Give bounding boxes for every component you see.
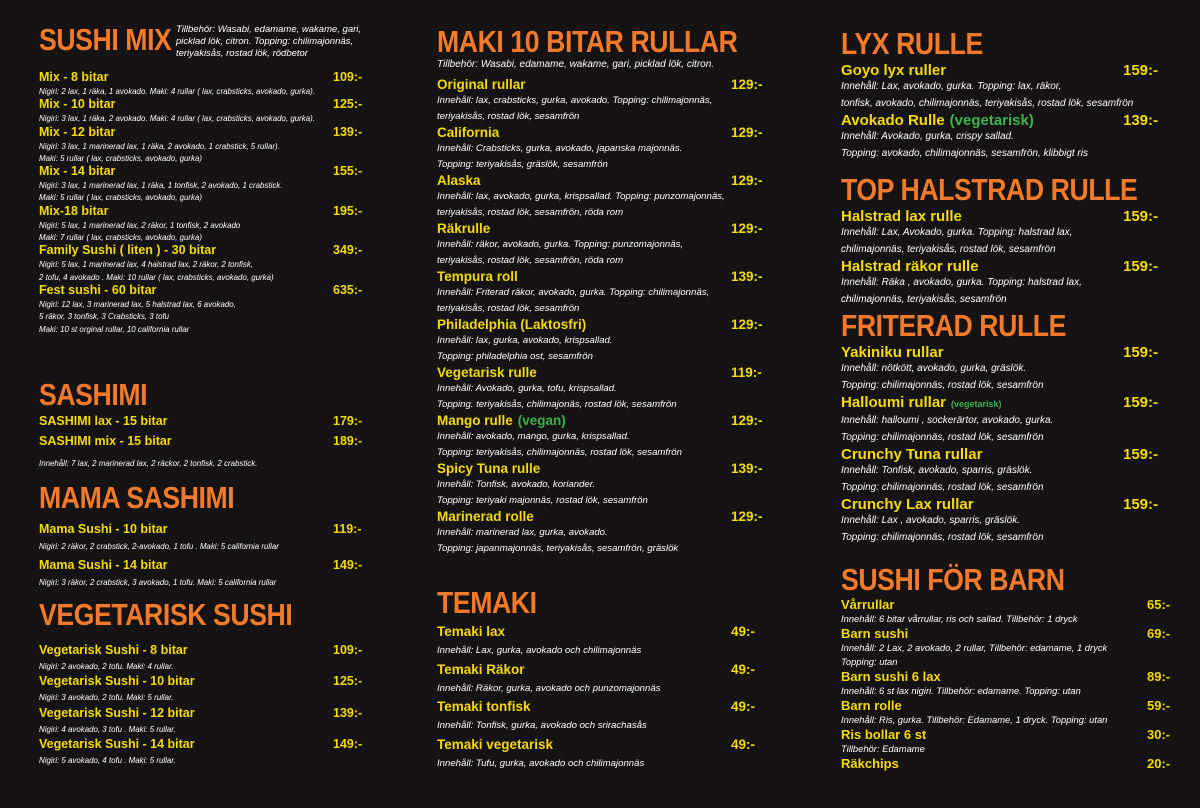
item-price: 139:- [333, 124, 363, 139]
menu-item[interactable] [437, 736, 777, 753]
menu-item[interactable] [39, 70, 379, 85]
item-name: Halloumi rullar [841, 394, 947, 411]
section-accessories: Tillbehör: Wasabi, edamame, wakame, gari, picklad lök, citron. Topping: chilimajonnäs, teriyakisås, rostad lök, rödbetor [175, 24, 362, 59]
item-description: Innehåll: Crabsticks, gurka, avokado, japanska majonnäs. [437, 143, 683, 154]
item-price: 129:- [731, 509, 763, 524]
item-price: 159:- [1123, 258, 1159, 275]
item-description: chilimajonnäs, teriyakisås, sesamfrön [841, 293, 1007, 305]
item-price: 149:- [333, 736, 363, 751]
menu-item[interactable] [437, 316, 777, 333]
item-description: Topping: chilimajonnäs, rostad lök, sesamfrön [841, 481, 1044, 493]
item-name-wrap [841, 344, 944, 361]
item-name: Temaki Räkor [437, 661, 525, 677]
item-price: 195:- [333, 203, 363, 218]
item-price: 159:- [1123, 496, 1159, 513]
item-name: Fest sushi - 60 bitar [39, 282, 157, 297]
item-description: Topping: utan [841, 656, 898, 667]
menu-item[interactable] [39, 522, 379, 537]
item-description: Innehåll: Tonfisk, avokado, sparris, gräslök. [841, 465, 1033, 476]
item-description: Topping: philadelphia ost, sesamfrön [437, 350, 593, 362]
item-description: Maki: 5 rullar ( lax, crabsticks, avokado, gurka) [39, 192, 203, 203]
item-price: 349:- [333, 243, 363, 258]
item-description: Maki: 7 rullar ( lax, crabsticks, avokado, gurka) [39, 232, 203, 243]
item-price: 635:- [333, 282, 363, 297]
section-accessories: Tillbehör: Wasabi, edamame, wakame, gari, picklad lök, citron. [437, 59, 715, 70]
section-top-halstrad-rulle [841, 172, 1181, 308]
item-name-wrap [841, 496, 974, 513]
menu-item[interactable] [841, 62, 1181, 79]
item-description: Nigiri: 12 lax, 3 marinerad lax, 5 halstrad lax, 6 avokado, [39, 298, 236, 309]
item-name: Vårrullar [841, 597, 895, 612]
item-list [841, 344, 1181, 546]
item-price: 179:- [333, 414, 363, 428]
item-description: Innehåll: 6 bitar vårrullar, ris och sallad. Tillbehör: 1 dryck [841, 613, 1078, 624]
item-name: Mix - 8 bitar [39, 70, 109, 84]
menu-item[interactable] [437, 364, 777, 381]
item-price: 129:- [731, 125, 763, 140]
item-price: 189:- [333, 434, 363, 448]
item-list [841, 598, 1181, 771]
menu-item[interactable] [841, 344, 1181, 361]
item-name: SASHIMI mix - 15 bitar [39, 434, 172, 448]
item-description: Innehåll: lax, crabsticks, gurka, avokado. Topping: chilimajonnäs, [437, 95, 713, 106]
item-name-wrap [841, 446, 982, 463]
item-list [437, 76, 777, 556]
item-description: Topping: japanmajonnäs, teriyakisås, sesamfrön, gräslök [437, 542, 679, 554]
menu-item[interactable] [841, 757, 1181, 771]
item-description: Topping: chilimajonnäs, rostad lök, sesamfrön [841, 531, 1044, 543]
item-name-wrap [841, 757, 899, 771]
item-name: Halstrad räkor rulle [841, 258, 979, 275]
item-description: Innehåll: Ris, gurka. Tillbehör: Edamame, 1 dryck. Topping: utan [841, 714, 1108, 725]
item-price: 149:- [333, 558, 363, 573]
item-description: Innehåll: Lax, gurka, avokado och chilimajonnäs [437, 645, 642, 656]
item-description: Topping: teriyakisås, gräslök, sesamfrön [437, 158, 608, 170]
item-name: Mango rulle [437, 413, 513, 428]
item-price: 49:- [731, 736, 756, 752]
item-name-wrap [39, 243, 216, 258]
item-name-wrap [39, 558, 168, 573]
item-description: Innehåll: Lax, avokado, gurka. Topping: lax, räkor, [841, 81, 1062, 92]
item-name: Family Sushi ( liten ) - 30 bitar [39, 243, 217, 258]
item-price: 125:- [333, 674, 363, 689]
menu-item[interactable] [437, 460, 777, 477]
item-name: Mix - 12 bitar [39, 124, 116, 139]
item-name: Crunchy Tuna rullar [841, 446, 983, 463]
item-price: 139:- [731, 269, 763, 284]
item-name-wrap [841, 627, 908, 641]
section-lyx-rulle [841, 26, 1181, 162]
menu-item[interactable] [841, 446, 1181, 463]
item-list [437, 623, 777, 771]
item-price: 139:- [1123, 112, 1159, 129]
item-name-wrap [39, 283, 156, 298]
item-price: 20:- [1147, 756, 1171, 771]
item-name: Barn sushi [841, 626, 909, 641]
item-name-wrap [841, 258, 979, 275]
item-name: Avokado Rulle [841, 112, 945, 129]
section-sushi-for-barn [841, 562, 1181, 771]
item-name-wrap [39, 643, 188, 658]
item-description: Innehåll: Lax , avokado, sparris, gräslök. [841, 515, 1020, 526]
item-name-wrap [437, 268, 518, 285]
item-description: Innehåll: Avokado, gurka, tofu, krispsallad. [437, 383, 617, 394]
section-vegetarisk-sushi [39, 597, 379, 766]
item-description: Topping: avokado, chilimajonnäs, sesamfrön, klibbigt ris [841, 147, 1088, 159]
section-maki [437, 24, 777, 556]
section-temaki [437, 585, 777, 771]
item-name: Tempura roll [437, 269, 518, 284]
menu-item[interactable] [39, 674, 379, 689]
item-name-wrap [39, 737, 195, 752]
item-price: 129:- [731, 77, 763, 92]
menu-item[interactable] [39, 414, 379, 429]
section-heading: FRITERAD RULLE [841, 308, 1067, 343]
item-description: Tillbehör: Edamame [841, 743, 925, 754]
item-description: Innehåll: Tufu, gurka, avokado och chilimajonnäs [437, 757, 645, 769]
item-description: Nigiri: 3 avokado, 2 tofu. Maki: 5 rullar. [39, 692, 174, 703]
section-sashimi [39, 377, 379, 469]
item-name: Barn rolle [841, 698, 902, 713]
item-price: 109:- [333, 70, 363, 84]
item-description: tonfisk, avokado, chilimajonnäs, teriyakisås, rostad lök, sesamfrön [841, 97, 1134, 109]
item-price: 159:- [1123, 394, 1159, 411]
item-name: Alaska [437, 173, 481, 188]
item-description: Topping: teriyaki majonnäs, rostad lök, sesamfrön [437, 494, 648, 506]
item-name-wrap [39, 125, 115, 140]
item-tag: (vegetarisk) [949, 112, 1034, 129]
item-name-wrap [841, 728, 926, 742]
item-description: Innehåll: lax, gurka, avokado, krispsallad. [437, 335, 613, 346]
item-list [39, 70, 379, 335]
item-name-wrap [437, 220, 490, 237]
item-name-wrap [437, 661, 525, 678]
section-heading: SASHIMI [39, 377, 148, 412]
menu-item[interactable] [39, 558, 379, 573]
item-list [39, 522, 379, 589]
item-description: Maki: 10 st orginal rullar, 10 california rullar [39, 323, 190, 334]
menu-item[interactable] [841, 112, 1181, 129]
item-name-wrap [437, 698, 531, 715]
menu-item[interactable] [437, 412, 777, 429]
item-price: 49:- [731, 624, 756, 639]
item-name: Vegetarisk Sushi - 14 bitar [39, 736, 195, 751]
item-name-wrap [437, 736, 553, 753]
item-name: Marinerad rolle [437, 509, 534, 524]
item-name: Mama Sushi - 10 bitar [39, 522, 168, 536]
item-description: Innehåll: Friterad räkor, avokado, gurka. Topping: chilimajonnäs, [437, 287, 710, 298]
item-name-wrap [841, 598, 894, 612]
item-price: 89:- [1147, 669, 1171, 684]
item-name: Mix-18 bitar [39, 203, 109, 218]
item-description: Innehåll: Tonfisk, gurka, avokado och srirachasås [437, 720, 647, 731]
menu-item[interactable] [39, 283, 379, 298]
item-name: Ris bollar 6 st [841, 727, 927, 742]
item-name: Temaki lax [437, 624, 506, 639]
item-price: 155:- [333, 164, 363, 179]
section-heading: SUSHI MIX [39, 22, 172, 57]
item-name-wrap [437, 460, 540, 477]
item-price: 119:- [333, 522, 362, 536]
item-list [39, 414, 379, 469]
item-name: Original rullar [437, 77, 526, 92]
menu-item[interactable] [39, 243, 379, 258]
item-description: Innehåll: räkor, avokado, gurka. Topping: punzomajonnäs, [437, 239, 684, 250]
item-description: Innehåll: halloumi , sockerärtor, avokado, gurka. [841, 415, 1054, 426]
item-name: Mix - 14 bitar [39, 164, 116, 179]
item-name: Vegetarisk Sushi - 8 bitar [39, 643, 188, 657]
item-description: Innehåll: avokado, mango, gurka, krispsallad. [437, 431, 630, 442]
menu-item[interactable] [841, 699, 1181, 713]
item-name-wrap [39, 204, 108, 219]
item-name-wrap [841, 394, 1002, 413]
item-description: Innehåll: lax, avokado, gurka, krispsallad. Topping: punzomajonnäs, [437, 191, 725, 202]
item-description: Topping: chilimajonnäs, rostad lök, sesamfrön [841, 379, 1044, 391]
section-heading: TEMAKI [437, 585, 537, 620]
item-description: Nigiri: 5 lax, 1 marinerad lax, 2 räkor, 1 tonfisk, 2 avokado [39, 219, 241, 230]
item-description: Innehåll: 2 Lax, 2 avokado, 2 rullar, Tillbehör: edamame, 1 dryck [841, 642, 1108, 653]
menu-item[interactable] [39, 125, 379, 140]
item-name: Crunchy Lax rullar [841, 496, 974, 513]
item-list [39, 643, 379, 766]
item-name: California [437, 125, 500, 140]
menu-item[interactable] [841, 728, 1181, 742]
menu-item[interactable] [39, 434, 379, 449]
menu-item[interactable] [841, 627, 1181, 641]
menu-item[interactable] [841, 670, 1181, 684]
menu-item[interactable] [437, 508, 777, 525]
item-name: Mix - 10 bitar [39, 97, 116, 112]
item-name: Barn sushi 6 lax [841, 669, 941, 684]
item-name: Temaki tonfisk [437, 699, 531, 714]
item-description: Innehåll: marinerad lax, gurka, avokado. [437, 527, 608, 538]
item-name: Yakiniku rullar [841, 344, 944, 361]
item-name: Halstrad lax rulle [841, 208, 962, 225]
item-name: Temaki vegetarisk [437, 736, 554, 752]
menu-item[interactable] [39, 97, 379, 112]
item-description: Topping: teriyakisås, chilimajonnäs, rostad lök, sesamfrön [437, 446, 682, 458]
item-price: 65:- [1147, 597, 1171, 612]
item-name: Vegetarisk rulle [437, 365, 537, 380]
item-description: Nigiri: 4 avokado, 3 tofu . Maki: 5 rullar. [39, 723, 176, 734]
item-description: Nigiri: 5 lax, 1 marinerad lax, 4 halstrad lax, 2 räkor, 2 tonfisk, [39, 259, 254, 270]
item-price: 159:- [1123, 208, 1159, 225]
item-description: Nigiri: 2 lax, 1 räka, 1 avokado. Maki: 4 rullar ( lax, crabsticks, avokado, gurka). [39, 86, 315, 96]
item-description: chilimajonnäs, teriyakisås, rostad lök, sesamfrön [841, 243, 1056, 255]
item-list [841, 208, 1181, 308]
item-name-wrap [841, 112, 1034, 129]
item-name: Philadelphia (Laktosfri) [437, 317, 587, 332]
menu-item[interactable] [39, 737, 379, 752]
menu-item[interactable] [437, 623, 777, 640]
item-list [841, 62, 1181, 162]
item-description: Topping. teriyakisås, chilimajonäs, rostad lök, sesamfrön [437, 398, 677, 410]
item-price: 139:- [333, 705, 363, 720]
item-price: 109:- [333, 643, 363, 657]
item-description: Innehåll: nötkött, avokado, gurka, gräslök. [841, 363, 1027, 374]
item-name-wrap [841, 208, 962, 225]
menu-item[interactable] [39, 643, 379, 658]
item-name-wrap [437, 412, 566, 429]
menu-item[interactable] [437, 124, 777, 141]
item-name-wrap [437, 76, 526, 93]
item-name-wrap [841, 62, 946, 79]
item-description: Nigiri: 3 lax, 1 räka, 2 avokado. Maki: 4 rullar ( lax, crabsticks, avokado, gurka). [39, 113, 315, 124]
item-name-wrap [437, 316, 586, 333]
item-description: Innehåll: 7 lax, 2 marinerad lax, 2 räckor, 2 tonfisk, 2 crabstick. [39, 458, 258, 468]
item-name-wrap [39, 70, 108, 85]
menu-item[interactable] [39, 164, 379, 179]
item-price: 49:- [731, 661, 756, 677]
item-name-wrap [437, 623, 505, 640]
section-sushi-mix [39, 22, 379, 335]
item-description: Maki: 5 rullar ( lax, crabsticks, avokado, gurka) [39, 152, 203, 163]
item-price: 129:- [731, 317, 763, 332]
item-description: Innehåll: Avokado, gurka, crispy sallad. [841, 131, 1014, 142]
item-description: Nigiri: 3 räkor, 2 crabstick, 3 avokado, 1 tofu. Maki: 5 california rullar [39, 577, 277, 588]
item-description: Nigiri: 2 räkor, 2 crabstick, 2-avokado, 1 tofu . Maki: 5 california rullar [39, 541, 279, 551]
item-price: 125:- [333, 97, 363, 112]
item-name-wrap [841, 699, 902, 713]
item-description: 5 räkor, 3 tonfisk, 3 Crabsticks, 3 tofu [39, 311, 170, 322]
section-heading: VEGETARISK SUSHI [39, 597, 293, 632]
item-price: 30:- [1147, 727, 1171, 742]
item-description: Innehåll: Räka , avokado, gurka. Topping: halstrad lax, [841, 277, 1082, 288]
item-price: 129:- [731, 413, 763, 428]
menu-item[interactable] [437, 220, 777, 237]
item-name-wrap [39, 674, 195, 689]
item-price: 139:- [731, 461, 763, 476]
menu-item[interactable] [841, 598, 1181, 612]
item-description: Innehåll: Tonfisk, avokado, koriander. [437, 479, 596, 490]
item-price: 159:- [1123, 446, 1159, 463]
menu-item[interactable] [841, 496, 1181, 513]
item-description: teriyakisås, rostad lök, sesamfrön, röda rom [437, 206, 624, 218]
item-description: teriyakisås, rostad lök, sesamfrön [437, 302, 580, 314]
menu-item[interactable] [841, 208, 1181, 225]
item-description: 2 tofu, 4 avokado . Maki: 10 rullar ( lax, crabsticks, avokado, gurka) [39, 271, 274, 282]
section-heading: LYX RULLE [841, 26, 983, 61]
menu-item[interactable] [841, 394, 1181, 413]
item-name: Räkrulle [437, 221, 491, 236]
item-name: Mama Sushi - 14 bitar [39, 558, 168, 573]
item-name: Räkchips [841, 756, 899, 771]
item-tag: (vegan) [517, 413, 566, 428]
item-price: 49:- [731, 699, 756, 714]
item-description: Innehåll: Lax, Avokado, gurka. Topping: halstrad lax, [841, 227, 1073, 238]
item-description: Nigiri: 5 avokado, 4 tofu . Maki: 5 rullar. [39, 754, 176, 765]
section-heading: TOP HALSTRAD RULLE [841, 172, 1138, 207]
item-price: 59:- [1147, 698, 1171, 713]
item-name: Spicy Tuna rulle [437, 461, 541, 476]
item-name-wrap [437, 508, 534, 525]
item-name-wrap [437, 124, 499, 141]
item-description: Innehåll: Räkor, gurka, avokado och punzomajonnäs [437, 682, 661, 694]
item-name: SASHIMI lax - 15 bitar [39, 414, 168, 428]
menu-item[interactable] [841, 258, 1181, 275]
item-description: teriyakisås, rostad lök, sesamfrön, röda rom [437, 254, 624, 266]
section-heading: MAKI 10 BITAR RULLAR [437, 24, 738, 59]
item-price: 129:- [731, 173, 763, 188]
item-price: 119:- [731, 365, 762, 380]
menu-item[interactable] [437, 268, 777, 285]
item-tag: (vegetarisk) [951, 399, 1002, 409]
item-name-wrap [39, 97, 115, 112]
menu-item[interactable] [39, 706, 379, 721]
menu-item[interactable] [437, 661, 777, 678]
menu-item[interactable] [39, 204, 379, 219]
item-description: Topping: chilimajonnäs, rostad lök, sesamfrön [841, 431, 1044, 443]
item-name-wrap [39, 706, 195, 721]
item-price: 69:- [1147, 626, 1171, 641]
item-price: 159:- [1123, 62, 1159, 79]
item-name: Vegetarisk Sushi - 10 bitar [39, 674, 195, 689]
item-price: 159:- [1123, 344, 1159, 361]
item-name-wrap [437, 364, 537, 381]
menu-item[interactable] [437, 698, 777, 715]
section-mama-sashimi [39, 480, 379, 589]
menu-item[interactable] [437, 172, 777, 189]
section-heading: MAMA SASHIMI [39, 480, 235, 515]
section-friterad-rulle [841, 308, 1181, 546]
item-name-wrap [39, 164, 115, 179]
item-name: Goyo lyx ruller [841, 62, 947, 79]
menu-item[interactable] [437, 76, 777, 93]
item-name: Vegetarisk Sushi - 12 bitar [39, 705, 195, 720]
item-description: Nigiri: 3 lax, 1 marinerad lax, 1 räka, 2 avokado, 1 crabstick, 5 rullar). [39, 140, 280, 151]
section-heading: SUSHI FÖR BARN [841, 562, 1065, 597]
item-description: teriyakisås, rostad lök, sesamfrön [437, 110, 580, 122]
item-name-wrap [841, 670, 941, 684]
item-description: Nigiri: 3 lax, 1 marinerad lax, 1 räka, 1 tonfisk, 2 avokado, 1 crabstick. [39, 180, 283, 191]
item-price: 129:- [731, 221, 763, 236]
item-description: Innehåll: 6 st lax nigiri. Tillbehör: edamame. Topping: utan [841, 685, 1081, 696]
item-name-wrap [39, 522, 168, 537]
item-name-wrap [437, 172, 481, 189]
item-description: Nigiri: 2 avokado, 2 tofu. Maki: 4 rullar. [39, 661, 174, 671]
